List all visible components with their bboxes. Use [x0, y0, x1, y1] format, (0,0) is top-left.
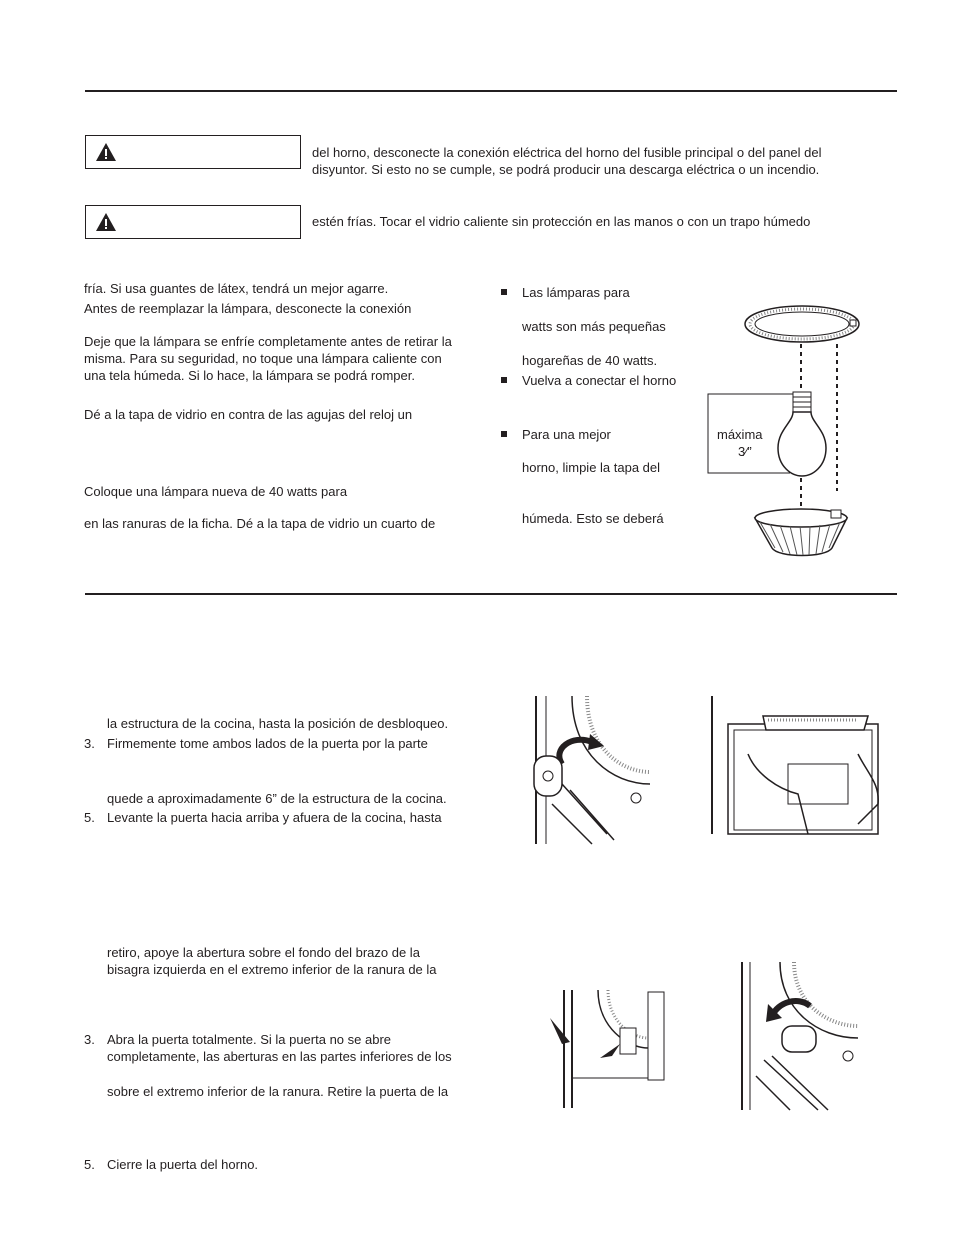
removal-step-number: 3.: [84, 736, 95, 751]
warning-icon: [95, 142, 117, 162]
warning-2-text: estén frías. Tocar el vidrio caliente sin protección en las manos o con un trapo húmedo: [312, 214, 811, 229]
replace-step-line: completamente, las aberturas en las partes inferiores de los: [107, 1049, 452, 1064]
lamp-text-line: Coloque una lámpara nueva de 40 watts para: [84, 484, 348, 499]
bullet-1-line: watts son más pequeñas: [522, 319, 666, 334]
hinge-slot-figure: [548, 988, 668, 1110]
bullet-marker: [501, 289, 507, 295]
bullet-1-line: hogareñas de 40 watts.: [522, 353, 658, 368]
section-divider: [85, 593, 897, 595]
replace-step-line: retiro, apoye la abertura sobre el fondo del brazo de la: [107, 945, 420, 960]
bullet-3-line: horno, limpie la tapa del: [522, 460, 661, 475]
bullet-3-line: húmeda. Esto se deberá: [522, 511, 664, 526]
removal-step-line: quede a aproximadamente 6” de la estructura de la cocina.: [107, 791, 447, 806]
replace-step-line: bisagra izquierda en el extremo inferior de la ranura de la: [107, 962, 437, 977]
removal-step-line: la estructura de la cocina, hasta la posición de desbloqueo.: [107, 716, 449, 731]
door-reinstall-figure: [738, 960, 864, 1112]
bullet-marker: [501, 431, 507, 437]
lamp-text-line: Dé a la tapa de vidrio en contra de las agujas del reloj un: [84, 407, 413, 422]
replace-step-line: Cierre la puerta del horno.: [107, 1157, 259, 1172]
bullet-1-line: Las lámparas para: [522, 285, 630, 300]
warning-1-line-1: del horno, desconecte la conexión eléctrica del horno del fusible principal o del panel del: [312, 145, 822, 160]
lamp-text-line: en las ranuras de la ficha. Dé a la tapa de vidrio un cuarto de: [84, 516, 436, 531]
diagram-label-dimension: 3⁄”: [738, 444, 752, 459]
lamp-text-line: Deje que la lámpara se enfríe completamente antes de retirar la: [84, 334, 452, 349]
bullet-3-line: Para una mejor: [522, 427, 611, 442]
diagram-label-maxima: máxima: [717, 427, 763, 442]
bullet-2-line: Vuelva a conectar el horno: [522, 373, 677, 388]
warning-label-box-2: [85, 205, 301, 239]
lamp-text-line: misma. Para su seguridad, no toque una lámpara caliente con: [84, 351, 442, 366]
replace-step-line: sobre el extremo inferior de la ranura. Retire la puerta de la: [107, 1084, 449, 1099]
replace-step-line: Abra la puerta totalmente. Si la puerta no se abre: [107, 1032, 392, 1047]
warning-label-box-1: [85, 135, 301, 169]
bullet-marker: [501, 377, 507, 383]
hinge-unlock-figure: [532, 694, 656, 846]
lamp-text-line: Antes de reemplazar la lámpara, desconecte la conexión: [84, 301, 412, 316]
lamp-text-line: una tela húmeda. Si lo hace, la lámpara se podrá romper.: [84, 368, 415, 383]
top-divider: [85, 90, 897, 92]
removal-step-number: 5.: [84, 810, 95, 825]
replace-step-number: 3.: [84, 1032, 95, 1047]
lift-door-figure: [708, 694, 886, 836]
lamp-text-line: fría. Si usa guantes de látex, tendrá un mejor agarre.: [84, 281, 389, 296]
removal-step-line: Firmemente tome ambos lados de la puerta por la parte: [107, 736, 428, 751]
replace-step-number: 5.: [84, 1157, 95, 1172]
warning-1-line-2: disyuntor. Si esto no se cumple, se podrá producir una descarga eléctrica o un incendio.: [312, 162, 820, 177]
removal-step-line: Levante la puerta hacia arriba y afuera de la cocina, hasta: [107, 810, 442, 825]
warning-icon: [95, 212, 117, 232]
